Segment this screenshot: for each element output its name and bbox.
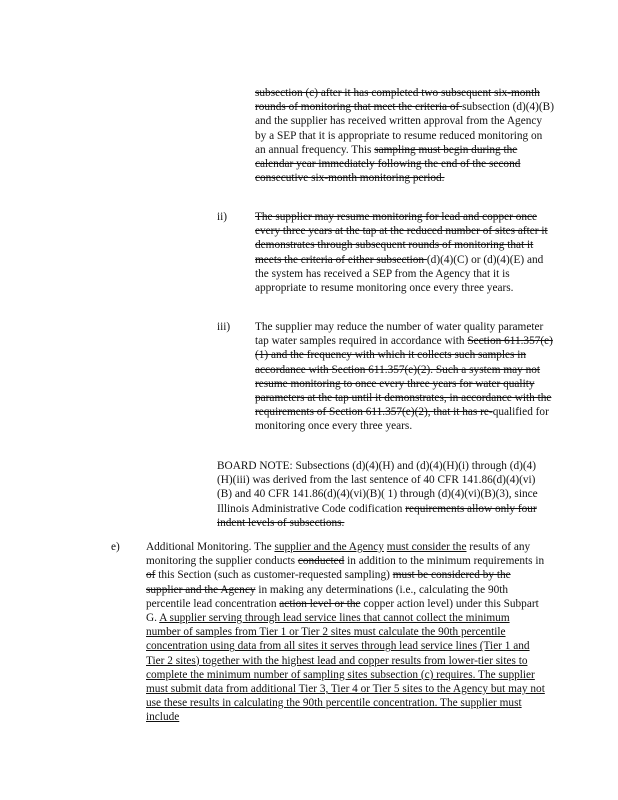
text-segment-deleted: The supplier may resume monitoring for lead and copper once every three years at the tap at the reduced number of sites after it demonstrates through subsequent rounds of monitoring that it meets the criteria of either subsection bbox=[255, 211, 548, 266]
text-segment: subsection (d)(4)(B) and the supplier has received written approval from the Agency by a SEP that it is appropriate to resume reduced monitoring on an annual frequency. This bbox=[255, 101, 554, 156]
text-segment: copper action level) under this Subpart G. bbox=[146, 597, 539, 625]
section-e-paragraph bbox=[146, 540, 546, 725]
text-segment-inserted: supplier and the Agency bbox=[274, 541, 384, 553]
item-iii-paragraph bbox=[255, 320, 555, 434]
text-segment: in addition to the minimum requirements in bbox=[344, 555, 545, 568]
text-segment: results of any monitoring the supplier conducts bbox=[146, 541, 531, 568]
text-segment: BOARD NOTE: Subsections (d)(4)(H) and (d)(4)(H)(i) through (d)(4)(H)(iii) was derived from the last sentence of 40 CFR 141.86(d)(4)(vi)(B) and 40 CFR 141.86(d)(4)(vi)(B)( 1) through (d)(4)(vi)(B)(3), since Illinois Administrative Code codification bbox=[217, 460, 538, 515]
text-segment-deleted: action level or the bbox=[279, 597, 361, 610]
text-segment-deleted: sampling must begin during the calendar year immediately following the end of the second consecutive six-month monitoring period. bbox=[255, 143, 521, 185]
text-segment-deleted: conducted bbox=[297, 555, 345, 568]
section-e-number: e) bbox=[111, 541, 120, 553]
continued-paragraph bbox=[255, 86, 555, 185]
text-segment: this Section (such as customer-requested sampling) bbox=[155, 569, 393, 582]
text-segment-deleted: Section 611.357(e)(1) and the frequency with which it collects such samples in accordance with Section 611.357(e)(2). Such a system may not resume monitoring to once every three years for water quality parameters at the tap until it demonstrates, in accordance with the requirements of Section 611.357(e)(2), that it has re- bbox=[255, 335, 553, 419]
text-segment-deleted: must be considered by the supplier and the Agency bbox=[146, 569, 511, 596]
item-ii-paragraph bbox=[255, 210, 555, 295]
item-ii-number: ii) bbox=[217, 211, 228, 223]
text-segment-inserted: A supplier serving through lead service lines that cannot collect the minimum number of samples from Tier 1 or Tier 2 sites must calculate the 90th percentile concentration using data from all sites it serves through lead service lines (Tier 1 and Tier 2 sites) together with the highest lead and copper results from lower-tier sites to complete the minimum number of sampling sites subsection (c) requires. The supplier must submit data from additional Tier 3, Tier 4 or Tier 5 sites to the Agency but may not use these results in calculating the 90th percentile concentration. The supplier must include bbox=[146, 612, 545, 724]
item-iii-number: iii) bbox=[217, 321, 231, 333]
board-note bbox=[217, 459, 547, 530]
text-segment-inserted: must consider the bbox=[386, 541, 467, 553]
text-segment: qualified for monitoring once every three years. bbox=[255, 406, 549, 433]
text-segment: (d)(4)(C) or (d)(4)(E) and the system has received a SEP from the Agency that it is appropriate to resume monitoring once every three years. bbox=[255, 253, 544, 295]
text-segment: in making any determinations (i.e., calculating the 90th percentile lead concentration bbox=[146, 583, 509, 610]
text-segment-deleted: subsection (c) after it has completed two subsequent six-month rounds of monitoring that meet the criteria of bbox=[255, 87, 540, 114]
text-segment-deleted: requirements allow only four indent levels of subsections. bbox=[217, 502, 537, 529]
text-segment: Additional Monitoring. The bbox=[146, 541, 275, 553]
text-segment: The supplier may reduce the number of water quality parameter tap water samples required in accordance with bbox=[255, 321, 544, 348]
text-segment-deleted: of bbox=[146, 569, 156, 582]
